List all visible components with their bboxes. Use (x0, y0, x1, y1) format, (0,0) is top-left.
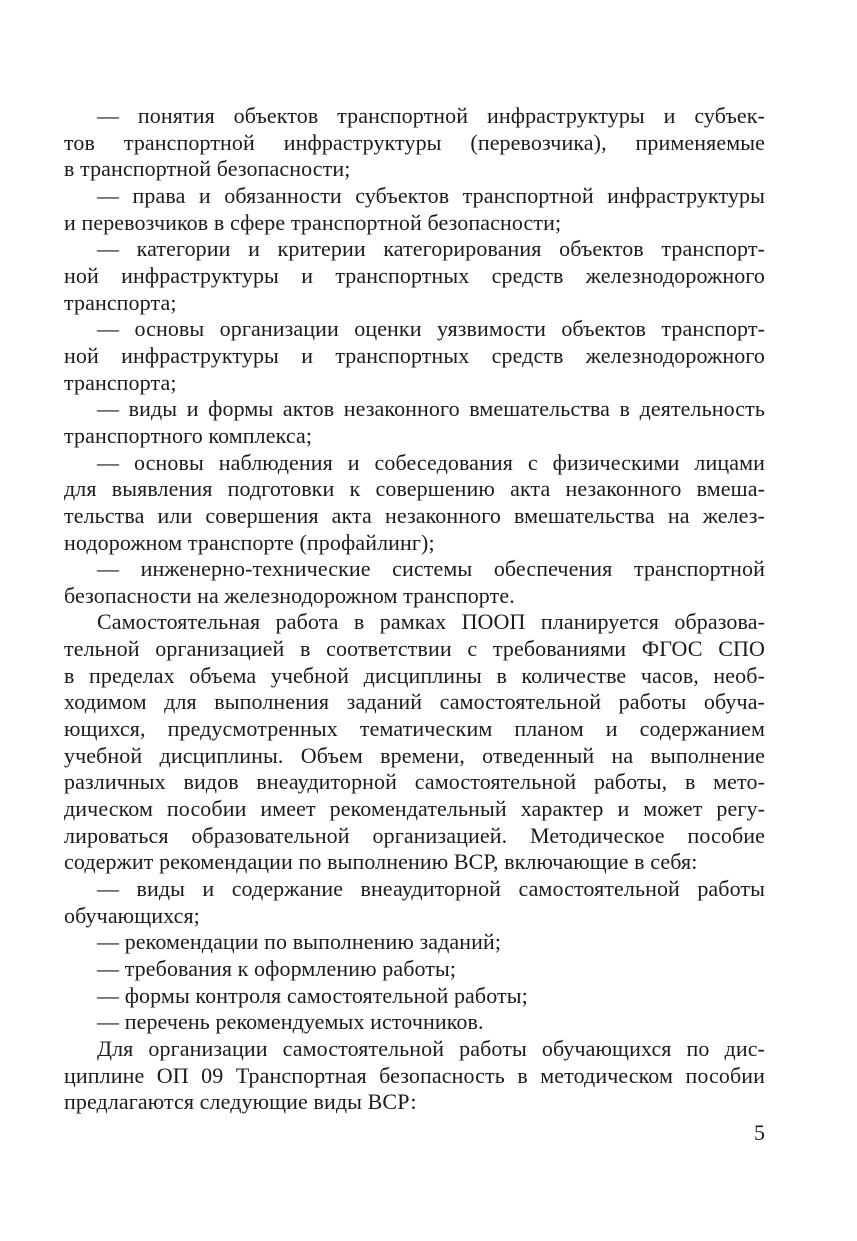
text-line: Самостоятельная работа в рамках ПООП планируется образова- (97, 609, 765, 635)
text-line: тельства или совершения акта незаконного вмешательства на желез- (64, 502, 765, 528)
text-line: циплине ОП 09 Транспортная безопасность в методическом пособии (64, 1062, 765, 1088)
text-line: тов транспортной инфраструктуры (перевозчика), применяемые (64, 129, 765, 155)
text-line: тельной организацией в соответствии с требованиями ФГОС СПО (64, 636, 765, 662)
text-line: транспорта; (64, 289, 177, 315)
text-line: дическом пособии имеет рекомендательный характер и может регу- (64, 796, 765, 822)
page-number: 5 (754, 1120, 765, 1145)
text-line: в транспортной безопасности; (64, 156, 351, 182)
text-line: для выявления подготовки к совершению акта незаконного вмеша- (64, 476, 765, 502)
text-line: — инженерно-технические системы обеспечения транспортной (97, 556, 765, 582)
text-line: транспортного комплекса; (64, 422, 313, 448)
text-line: транспорта; (64, 369, 177, 395)
text-block (64, 103, 765, 1116)
text-line: содержит рекомендации по выполнению ВСР, включающие в себя: (64, 849, 698, 875)
text-line: Для организации самостоятельной работы обучающихся по дис- (97, 1035, 765, 1061)
text-line: — виды и формы актов незаконного вмешательства в деятельность (97, 396, 765, 422)
text-line: безопасности на железнодорожном транспорте. (64, 582, 515, 608)
text-line: различных видов внеаудиторной самостоятельной работы, в мето- (64, 769, 765, 795)
text-line: — основы наблюдения и собеседования с физическими лицами (97, 449, 765, 475)
text-line: учебной дисциплины. Объем времени, отведенный на выполнение (64, 742, 765, 768)
text-line: в пределах объема учебной дисциплины в количестве часов, необ- (64, 662, 765, 688)
text-line: — категории и критерии категорирования объектов транспорт- (97, 236, 765, 262)
text-line: — формы контроля самостоятельной работы; (97, 982, 528, 1008)
text-line: — понятия объектов транспортной инфраструктуры и субъек- (97, 103, 765, 128)
text-line: предлагаются следующие виды ВСР: (64, 1089, 417, 1115)
text-line: — рекомендации по выполнению заданий; (97, 929, 502, 955)
text-line: и перевозчиков в сфере транспортной безопасности; (64, 209, 562, 235)
text-line: — перечень рекомендуемых источников. (97, 1009, 484, 1035)
text-line: — виды и содержание внеаудиторной самостоятельной работы (97, 876, 765, 902)
text-line: обучающихся; (64, 902, 200, 928)
text-line: ной инфраструктуры и транспортных средств железнодорожного (64, 342, 765, 368)
text-line: — права и обязанности субъектов транспортной инфраструктуры (97, 182, 765, 208)
text-line: лироваться образовательной организацией. Методическое пособие (64, 822, 765, 848)
text-line: ной инфраструктуры и транспортных средств железнодорожного (64, 262, 765, 288)
text-line: ходимом для выполнения заданий самостоятельной работы обуча- (64, 689, 765, 715)
text-line: — требования к оформлению работы; (97, 956, 457, 981)
text-line: — основы организации оценки уязвимости объектов транспорт- (97, 316, 765, 342)
text-line: ющихся, предусмотренных тематическим планом и содержанием (64, 716, 765, 742)
text-line: нодорожном транспорте (профайлинг); (64, 529, 435, 555)
